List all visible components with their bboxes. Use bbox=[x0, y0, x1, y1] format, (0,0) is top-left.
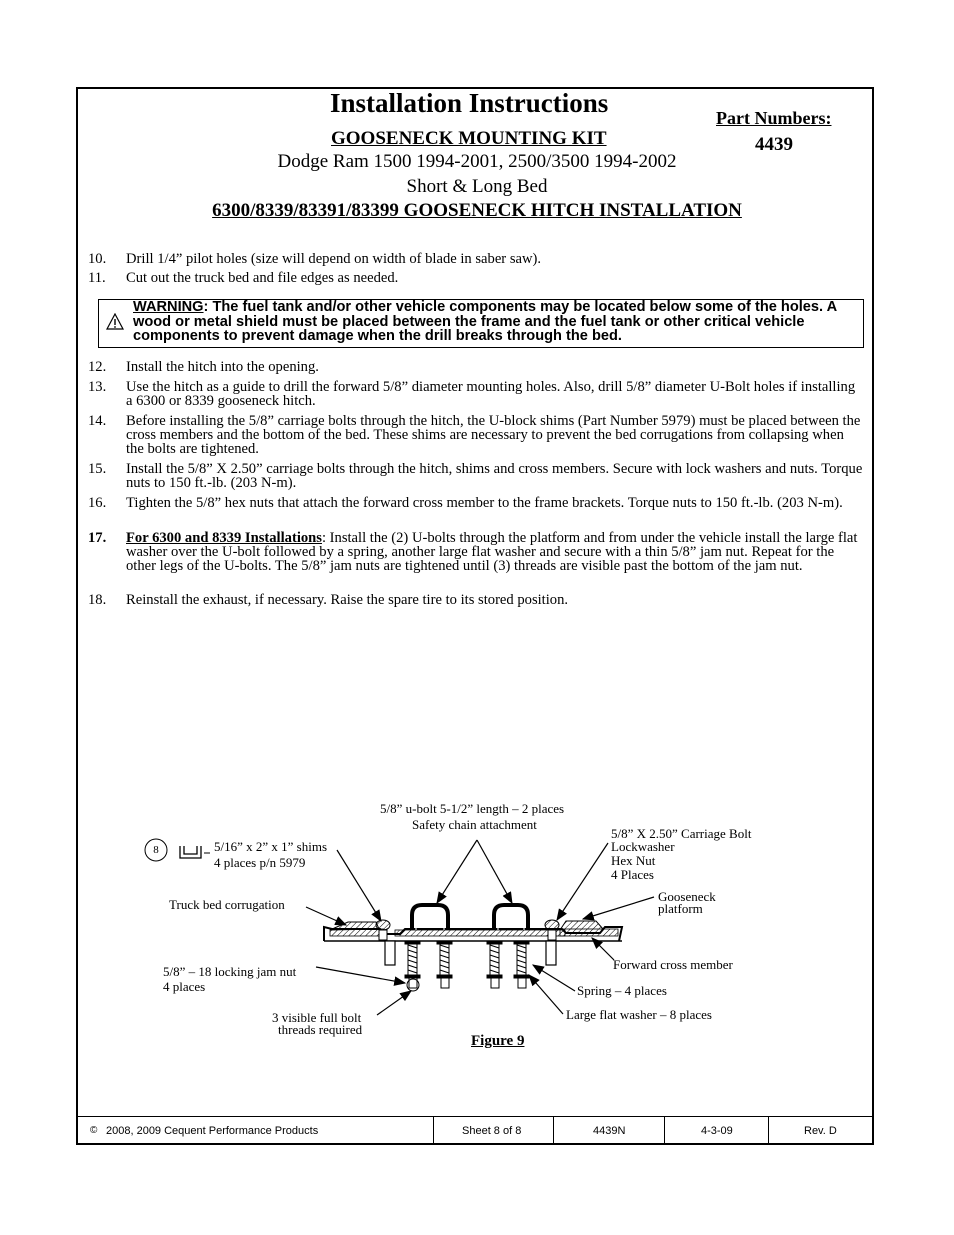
step-text: Use the hitch as a guide to drill the forward 5/8” diameter mounting holes. Also, drill 5/8” diameter U-Bolt holes if installing a 6300 or 8339 gooseneck hitch. bbox=[126, 379, 856, 409]
figure-caption: Figure 9 bbox=[471, 1033, 525, 1049]
step-17-lead: For 6300 and 8339 Installations bbox=[126, 530, 322, 546]
document-date: 4-3-09 bbox=[701, 1125, 733, 1137]
carriage-label-line4: 4 Places bbox=[611, 867, 654, 882]
spring-label: Spring – 4 places bbox=[577, 983, 667, 998]
carriage-bolts bbox=[376, 920, 559, 965]
hitch-installation-heading: 6300/8339/83391/83399 GOOSENECK HITCH INSTALLATION bbox=[212, 200, 742, 221]
truck-bed bbox=[324, 921, 622, 941]
step-text: Before installing the 5/8” carriage bolts through the hitch, the U-block shims (Part Number 5979) must be placed between the cross members and the bottom of the bed. These shims are necessary to prevent the bed corrugations from collapsing when the bolts are tightened. bbox=[126, 413, 861, 457]
step-number: 12. bbox=[88, 359, 107, 375]
gooseneck-label-line1: Gooseneck bbox=[658, 889, 716, 904]
shims-label-line2: 4 places p/n 5979 bbox=[214, 855, 306, 870]
step-number: 13. bbox=[88, 379, 107, 395]
washer-label: Large flat washer – 8 places bbox=[566, 1007, 712, 1022]
ubolt-label-line1: 5/8” u-bolt 5-1/2” length – 2 places bbox=[380, 801, 565, 816]
step-text: Install the 5/8” X 2.50” carriage bolts through the hitch, shims and cross members. Secure with lock washers and nuts. Torque nuts to 150 ft.-lb. (203 N-m). bbox=[126, 461, 863, 491]
ubolt-label-line2: Safety chain attachment bbox=[412, 817, 537, 832]
threads-label-line2: threads required bbox=[278, 1022, 363, 1037]
truck-bed-label: Truck bed corrugation bbox=[169, 897, 285, 912]
step-number: 10. bbox=[88, 251, 107, 267]
bed-type: Short & Long Bed bbox=[406, 176, 548, 197]
warning-label: WARNING bbox=[133, 299, 204, 315]
part-numbers-label: Part Numbers: bbox=[716, 108, 832, 128]
step-text: Drill 1/4” pilot holes (size will depend on width of blade in saber saw). bbox=[126, 251, 542, 267]
step-text: Reinstall the exhaust, if necessary. Raise the spare tire to its stored position. bbox=[126, 592, 569, 608]
carriage-label-line1: 5/8” X 2.50” Carriage Bolt bbox=[611, 826, 752, 841]
jam-nut-label-line2: 4 places bbox=[163, 979, 206, 994]
u-bolt-legs bbox=[405, 941, 529, 991]
u-bolts bbox=[412, 905, 528, 930]
revision: Rev. D bbox=[804, 1125, 837, 1137]
vehicle-models: Dodge Ram 1500 1994-2001, 2500/3500 1994-2002 bbox=[277, 151, 677, 172]
shim-icon bbox=[180, 846, 201, 858]
step-number: 18. bbox=[88, 592, 107, 608]
forward-cross-member-label: Forward cross member bbox=[613, 957, 733, 972]
step-text: Tighten the 5/8” hex nuts that attach the forward cross member to the frame brackets. Torque nuts to 150 ft.-lb. (203 N-m). bbox=[126, 495, 843, 511]
copyright-symbol: © bbox=[90, 1125, 98, 1136]
warning-body: : The fuel tank and/or other vehicle components may be located below some of the holes. A wood or metal shield must be placed between the frame and the fuel tank or other critical vehicle components to prevent damage when the drill breaks through the bed. bbox=[133, 299, 837, 345]
step-number: 11. bbox=[88, 270, 106, 286]
page-title: Installation Instructions bbox=[330, 88, 609, 118]
step-17-body: : Install the (2) U-bolts through the platform and from under the vehicle install the large flat washer over the U-bolt followed by a spring, another large flat washer and secure with a thin 5/8” jam nut. Repeat for the other legs of the U-bolts. The 5/8” jam nuts are tightened until (3) threads are visible past the bottom of the jam nut. bbox=[126, 530, 858, 574]
part-number: 4439 bbox=[755, 134, 793, 155]
step-number: 14. bbox=[88, 413, 107, 429]
jam-nut-label-line1: 5/8” – 18 locking jam nut bbox=[163, 964, 297, 979]
step-text: Cut out the truck bed and file edges as needed. bbox=[126, 270, 399, 286]
footer bbox=[76, 1116, 874, 1145]
shims-label-line1: 5/16” x 2” x 1” shims bbox=[214, 839, 328, 854]
sheet-number: Sheet 8 of 8 bbox=[462, 1125, 522, 1137]
copyright-text: 2008, 2009 Cequent Performance Products bbox=[106, 1125, 319, 1137]
carriage-label-line3: Hex Nut bbox=[611, 853, 656, 868]
document-number: 4439N bbox=[593, 1125, 626, 1137]
step-number: 15. bbox=[88, 461, 107, 477]
carriage-label-line2: Lockwasher bbox=[611, 839, 675, 854]
gooseneck-label-line2: platform bbox=[658, 901, 703, 916]
step-number: 16. bbox=[88, 495, 107, 511]
step-text: Install the hitch into the opening. bbox=[126, 359, 319, 375]
callout-number: 8 bbox=[153, 844, 159, 856]
step-number: 17. bbox=[88, 530, 107, 546]
threads-label-line1: 3 visible full bolt bbox=[272, 1010, 362, 1025]
kit-subtitle: GOOSENECK MOUNTING KIT bbox=[331, 128, 607, 149]
